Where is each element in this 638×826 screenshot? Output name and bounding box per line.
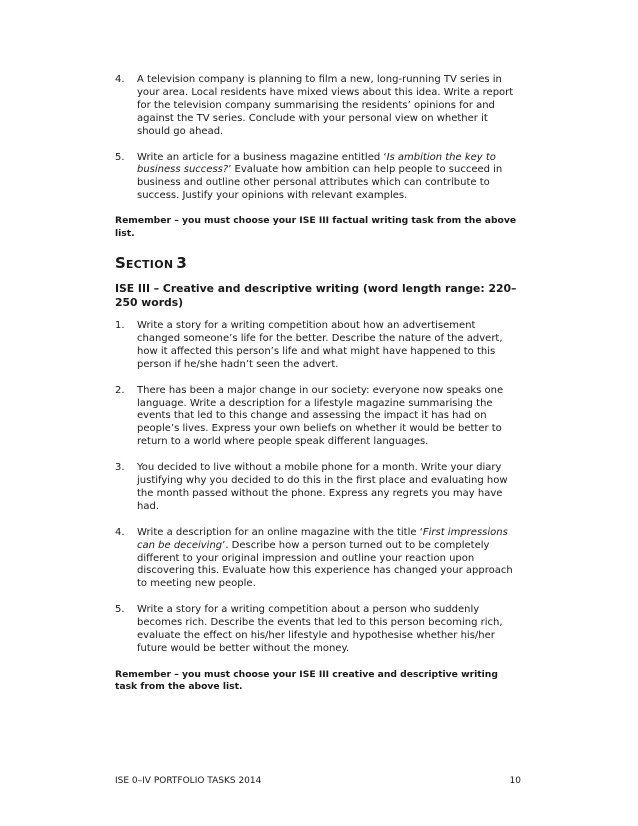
task-item-2: [115, 385, 520, 450]
item-text: Write a story for a writing competition about how an advertisement changed someone’s life for the better. Describe the nature of the advert, how it affected this person’s life and what might have happened to this person if he/she hadn’t seen the advert.: [137, 319, 503, 370]
item-text-pre: Write an article for a business magazine entitled ‘: [137, 151, 387, 163]
item-number: 5.: [115, 604, 125, 616]
task-item-3: [115, 462, 520, 514]
item-text: [137, 152, 520, 204]
section-heading: [115, 254, 520, 274]
task-item-4: [115, 74, 520, 139]
item-text: You decided to live without a mobile phone for a month. Write your diary justifying why you decided to do this in the first place and evaluating how the month passed without the phone. Express any regrets you may have had.: [137, 462, 508, 512]
item-number: 4.: [115, 526, 125, 538]
section-prefix-smallcaps: ECTION: [125, 257, 174, 271]
item-number: 2.: [115, 384, 125, 396]
item-title-italic: First impressions can be deceiving: [137, 526, 508, 551]
remember-note-creative: Remember – you must choose your ISE III creative and descriptive writing task from the above list.: [115, 668, 498, 693]
remember-note-factual: Remember – you must choose your ISE III factual writing task from the above list.: [115, 215, 517, 239]
item-number: 3.: [115, 462, 125, 474]
footer-title: ISE 0–IV PORTFOLIO TASKS 2014: [115, 776, 262, 786]
task-item-4: [115, 527, 520, 592]
item-text: A television company is planning to film a new, long-running TV series in your area. Local residents have mixed views about this idea. Write a report for the television company summarising the residents’ opinions for and against the TV series. Conclude with your personal view on whether it should go ahead.: [137, 74, 514, 137]
item-text: [137, 527, 520, 592]
item-number: 5.: [115, 151, 125, 163]
item-text: Write a story for a writing competition about a person who suddenly becomes rich. Describe the events that led to this person becoming rich, evaluate the effect on his/her lifestyle and hypothesise whether his/her future would be better without the money.: [137, 604, 503, 654]
task-item-5: [115, 152, 520, 204]
item-text-post: ’. Describe how a person turned out to be completely different to your original impression and outline your reaction upon discovering this. Evaluate how this experience has changed your approach to meeting new people.: [137, 539, 513, 590]
section-subheading: ISE III – Creative and descriptive writing (word length range: 220–250 words): [115, 281, 517, 310]
item-text: There has been a major change in our society: everyone now speaks one language. Write a description for a lifestyle magazine summarising the events that led to this change and assessing the impact it has had on people’s lives. Express your own beliefs on whether it would be better to return to a world where people speak different languages.: [137, 384, 504, 448]
item-text-pre: Write a description for an online magazine with the title ‘: [137, 526, 423, 538]
item-number: 1.: [115, 319, 125, 331]
page-number: 10: [509, 776, 521, 786]
document-page: [115, 74, 520, 694]
item-text-post: ’ Evaluate how ambition can help people to succeed in business and outline other personal attributes which can contribute to success. Justify your opinions with relevant examples.: [137, 164, 503, 202]
section-prefix-capital: S: [115, 253, 126, 272]
item-number: 4.: [115, 74, 125, 85]
task-item-1: [115, 320, 520, 372]
item-title-italic: Is ambition the key to business success?: [137, 151, 496, 176]
section-number: 3: [176, 253, 187, 272]
task-item-5: [115, 604, 520, 656]
